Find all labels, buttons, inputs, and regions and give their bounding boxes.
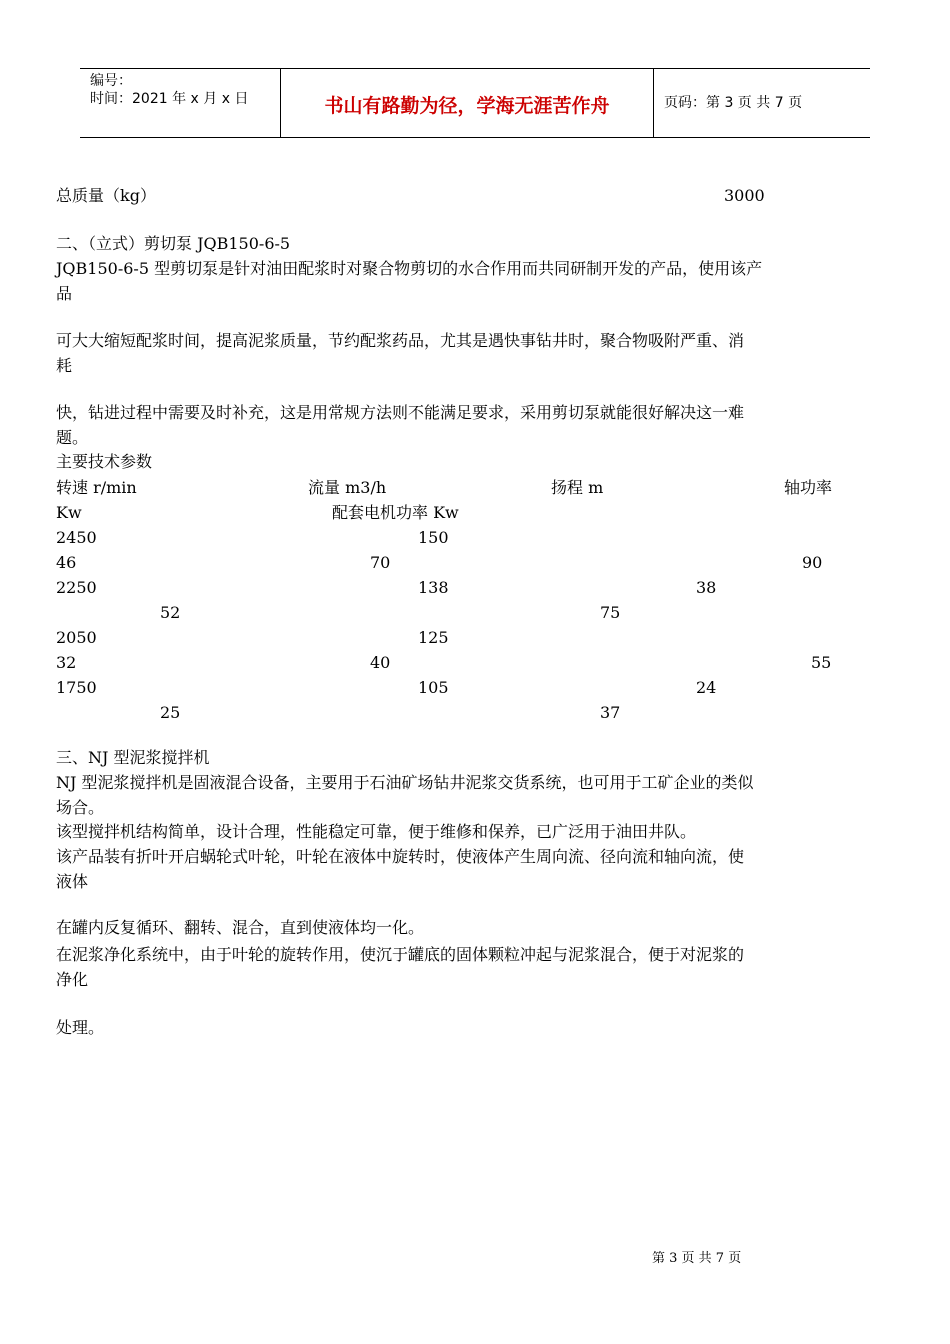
param-cell-motor: 90 bbox=[802, 553, 823, 572]
param-cell-flow: 125 bbox=[418, 628, 449, 647]
header-meta-cell bbox=[80, 69, 281, 137]
param-cell-shaft: 52 bbox=[160, 603, 181, 622]
section-2-paragraph-line: 快，钻进过程中需要及时补充，这是用常规方法则不能满足要求，采用剪切泵就能很好解决这一难 bbox=[56, 403, 745, 422]
param-cell-head: 38 bbox=[696, 578, 717, 597]
param-header-shaft-unit: Kw bbox=[56, 503, 82, 522]
doc-date: 时间：2021 年 x 月 x 日 bbox=[90, 91, 249, 107]
param-cell-speed: 1750 bbox=[56, 678, 97, 697]
param-header-flow: 流量 m3/h bbox=[308, 478, 387, 497]
param-cell-speed: 2250 bbox=[56, 578, 97, 597]
total-mass-label: 总质量（kg） bbox=[56, 186, 156, 205]
section-3-paragraph-line: 在泥浆净化系统中，由于叶轮的旋转作用，使沉于罐底的固体颗粒冲起与泥浆混合，便于对泥浆的 bbox=[56, 945, 745, 964]
section-3-paragraph-line: 该产品装有折叶开启蜗轮式叶轮，叶轮在液体中旋转时，使液体产生周向流、径向流和轴向流，使 bbox=[56, 847, 745, 866]
section-2-paragraph-line: JQB150-6-5 型剪切泵是针对油田配浆时对聚合物剪切的水合作用而共同研制开发的产品，使用该产 bbox=[56, 259, 763, 278]
params-title: 主要技术参数 bbox=[56, 452, 153, 471]
header-page-info: 页码：第 3 页 共 7 页 bbox=[664, 95, 803, 111]
param-cell-motor: 75 bbox=[600, 603, 621, 622]
section-3-paragraph-line: 在罐内反复循环、翻转、混合，直到使液体均一化。 bbox=[56, 918, 425, 937]
param-cell-head: 32 bbox=[56, 653, 77, 672]
param-cell-flow: 138 bbox=[418, 578, 449, 597]
param-cell-shaft: 70 bbox=[370, 553, 391, 572]
page-header bbox=[80, 68, 870, 138]
section-2-paragraph-line: 耗 bbox=[56, 356, 73, 375]
param-cell-flow: 150 bbox=[418, 528, 449, 547]
header-motto: 书山有路勤为径，学海无涯苦作舟 bbox=[324, 95, 610, 117]
section-3-paragraph-line: NJ 型泥浆搅拌机是固液混合设备，主要用于石油矿场钻井泥浆交货系统，也可用于工矿企业的类似 bbox=[56, 773, 754, 792]
param-cell-head: 24 bbox=[696, 678, 717, 697]
param-cell-shaft: 40 bbox=[370, 653, 391, 672]
param-cell-motor: 55 bbox=[811, 653, 832, 672]
param-header-speed: 转速 r/min bbox=[56, 478, 137, 497]
param-header-motor-power: 配套电机功率 Kw bbox=[332, 503, 459, 522]
section-3-paragraph-line: 该型搅拌机结构简单，设计合理，性能稳定可靠，便于维修和保养，已广泛用于油田井队。 bbox=[56, 822, 697, 841]
total-mass-value: 3000 bbox=[724, 186, 765, 205]
section-2-paragraph-line: 题。 bbox=[56, 428, 89, 447]
doc-number-label: 编号： bbox=[90, 73, 132, 89]
param-header-head: 扬程 m bbox=[551, 478, 604, 497]
param-cell-motor: 37 bbox=[600, 703, 621, 722]
param-cell-flow: 105 bbox=[418, 678, 449, 697]
param-cell-speed: 2050 bbox=[56, 628, 97, 647]
param-cell-shaft: 25 bbox=[160, 703, 181, 722]
section-3-paragraph-line: 净化 bbox=[56, 970, 89, 989]
section-3-paragraph-line: 液体 bbox=[56, 872, 89, 891]
section-2-paragraph-line: 品 bbox=[56, 284, 73, 303]
footer-page-info: 第 3 页 共 7 页 bbox=[652, 1251, 742, 1266]
header-page-cell bbox=[654, 69, 870, 137]
param-cell-speed: 2450 bbox=[56, 528, 97, 547]
header-motto-cell bbox=[281, 69, 654, 137]
param-header-shaft-power: 轴功率 bbox=[784, 478, 833, 497]
section-3-title: 三、NJ 型泥浆搅拌机 bbox=[56, 748, 210, 767]
param-cell-head: 46 bbox=[56, 553, 77, 572]
section-3-paragraph-line: 处理。 bbox=[56, 1018, 105, 1037]
section-2-title: 二、（立式）剪切泵 JQB150-6-5 bbox=[56, 234, 291, 253]
section-3-paragraph-line: 场合。 bbox=[56, 798, 105, 817]
section-2-paragraph-line: 可大大缩短配浆时间，提高泥浆质量，节约配浆药品，尤其是遇快事钻井时，聚合物吸附严重、消 bbox=[56, 331, 745, 350]
